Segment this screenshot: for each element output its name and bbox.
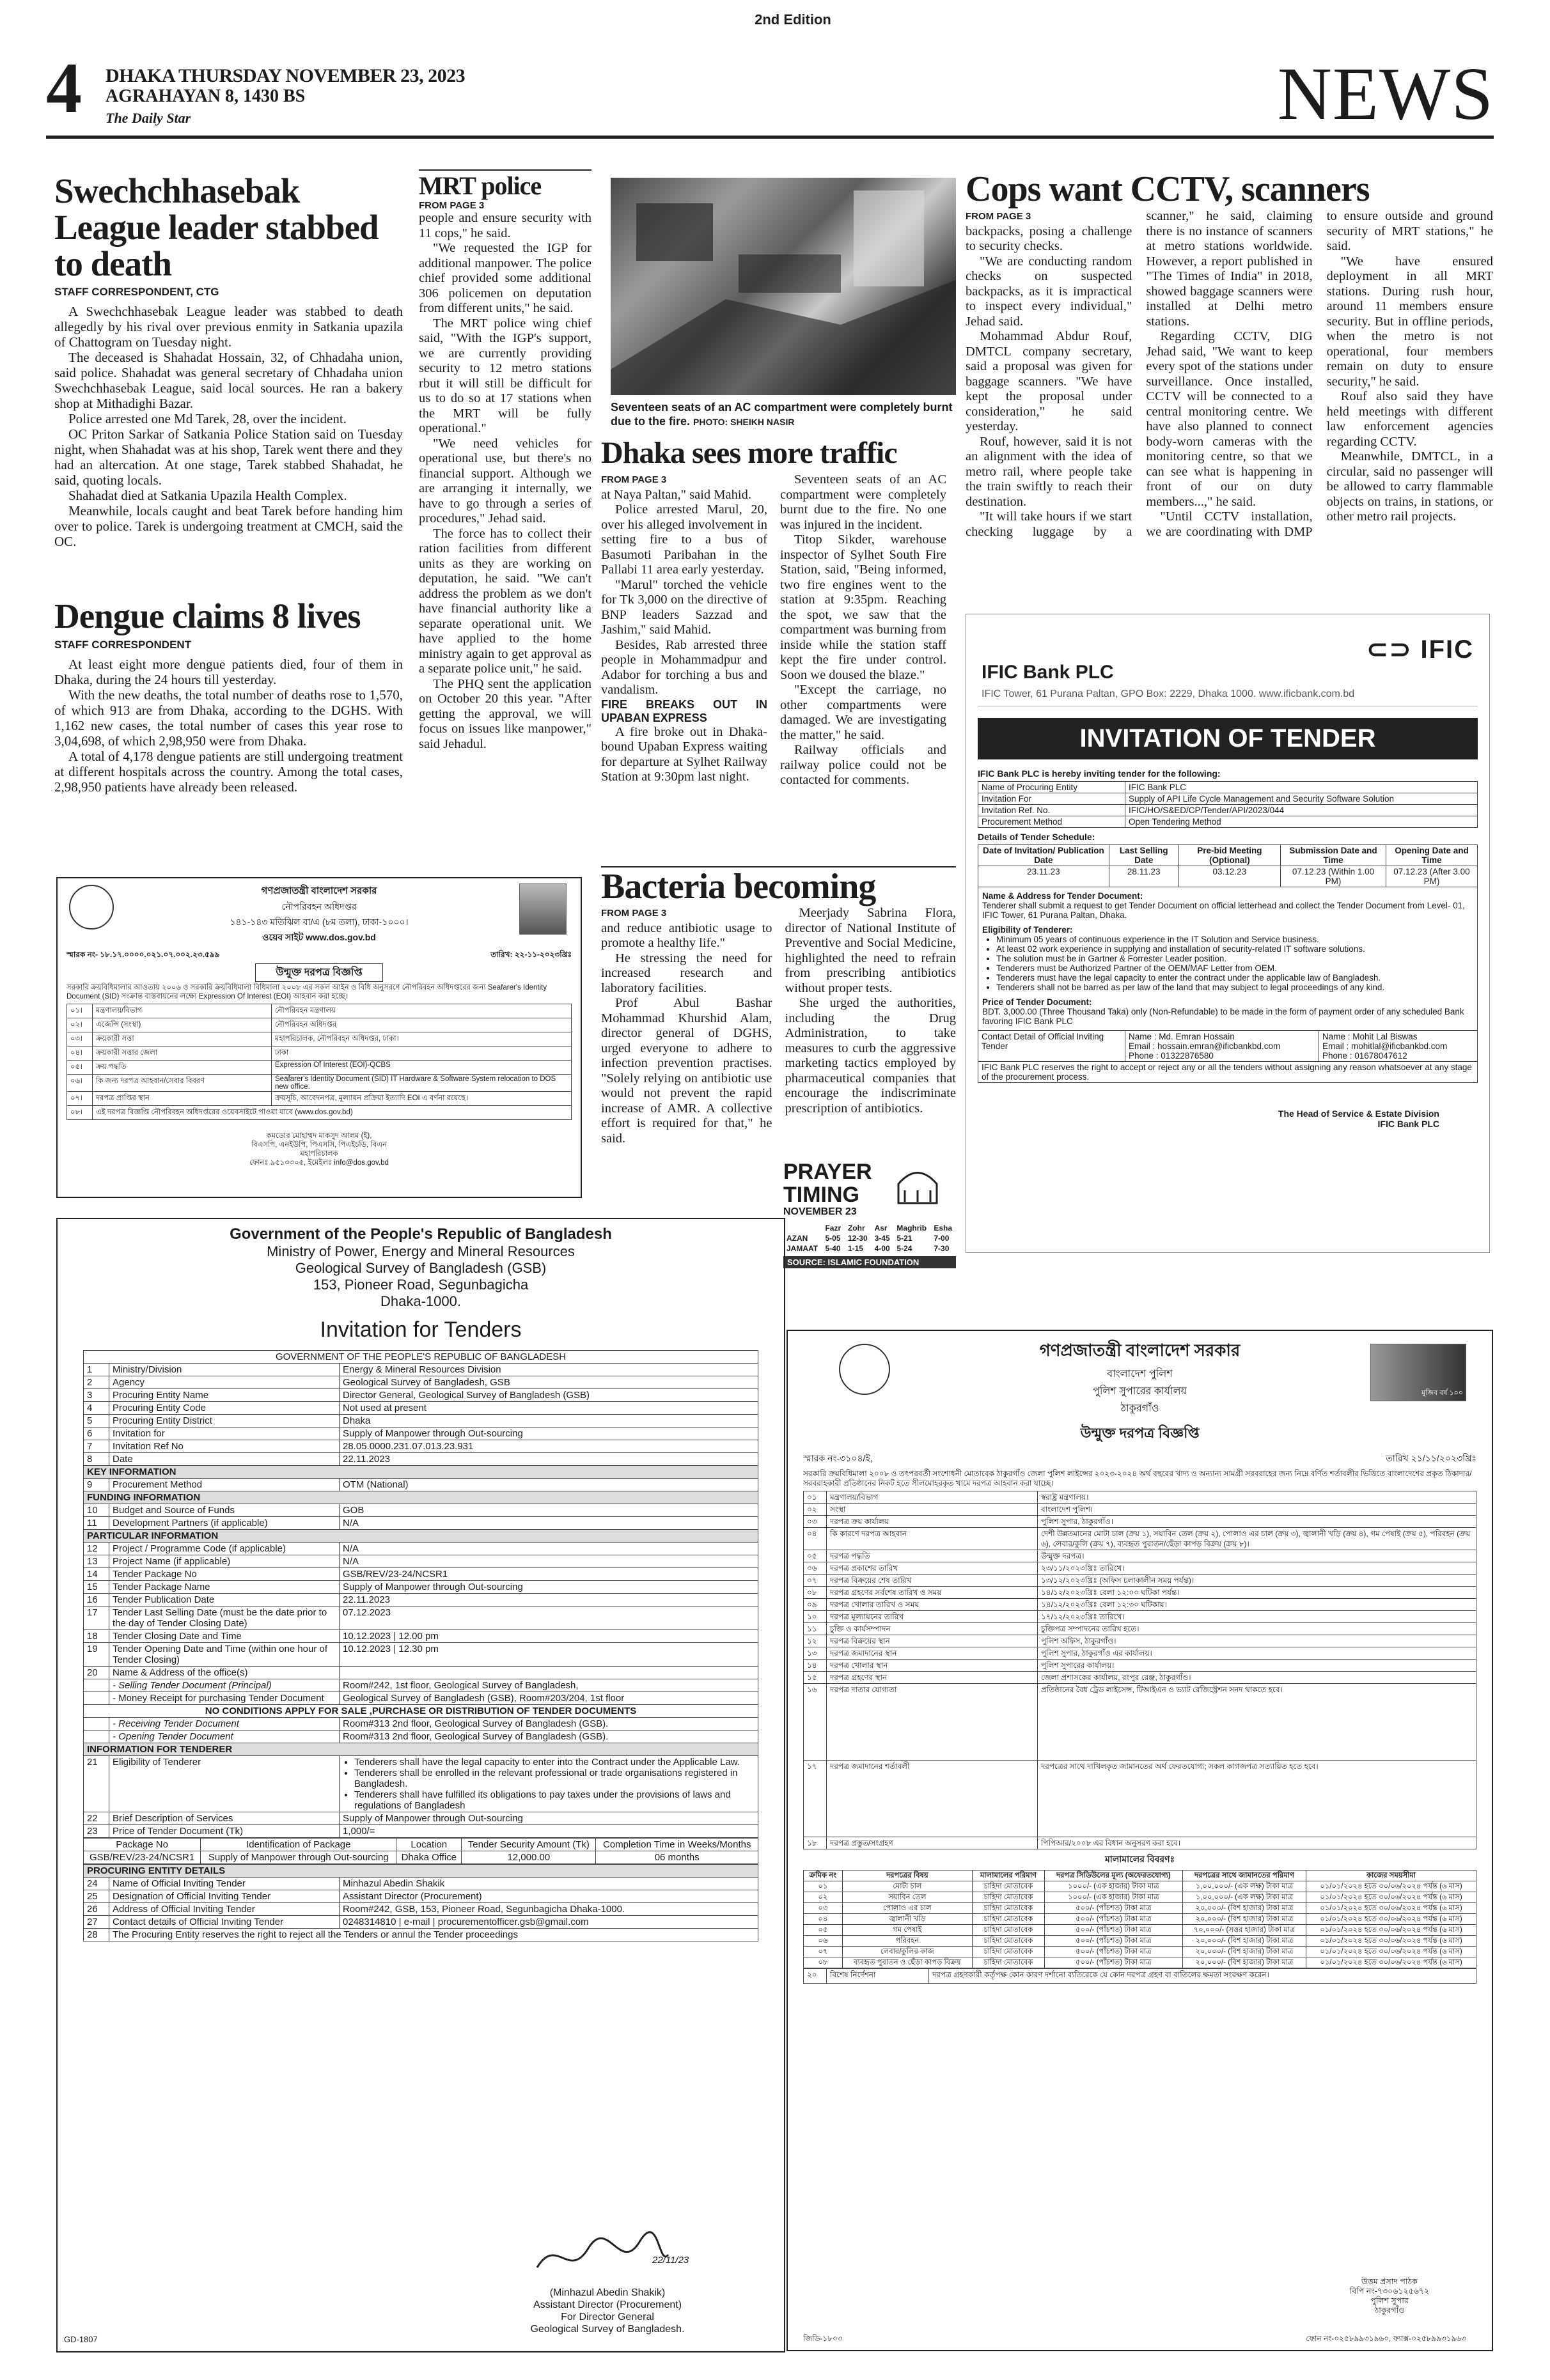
dos-office: নৌপরিবহন অধিদপ্তর [281, 901, 357, 912]
gsb-survey: Geological Survey of Bangladesh (GSB) [295, 1260, 547, 1276]
story-bacteria [601, 866, 956, 1160]
police-office: পুলিশ সুপারের কার্যালয় [1093, 1386, 1187, 1397]
caption-text: Seventeen seats of an AC compartment were completely burnt due to the fire. [611, 401, 953, 428]
prayer-table: Fazr Zohr Asr Maghrib Esha AZAN 5-05 12-30 3-45 5-21 7-00 JAMAAT 5-40 1-15 4-00 5-24 7-30 [787, 1224, 953, 1253]
story-body: FROM PAGE 3 at Naya Paltan," said Mahid. Police arrested Marul, 20, over his alleged involvement in setting fire to a bus of Basumoti Paribahan in the Pallabi 11 area early yesterday. "Marul" torched the vehicle for Tk 3,000 on the directive of BNP leaders Sazzad and Jashim," said Mahid. Besides, Rab arrested three people in Mohammadpur and Adabor for torching a bus and vandalism. FIRE BREAKS OUT IN UPABAN EXPRESS A fire broke out in Dhaka-bound Upaban Express waiting for departure at Sylhet Railway Station at 9:30pm last night. Seventeen seats of an AC compartment were completely burnt due to the fire. No one was injured in the incident. Titop Sikder, warehouse inspector of Sylhet South Fire Station, said, "Being informed, two fire engines went to the station at 9:35pm. Reaching the spot, we saw that the compartment was burning from inside while the station staff kept the fire under control. Soon we doused the blaze." "Except the carriage, no other compartments were damaged. We are investigating the matter," he said. Railway officials and railway police could not be contacted for comments. [601, 472, 946, 787]
from-page: FROM PAGE 3 [966, 211, 1031, 222]
story-body: At least eight more dengue patients died, four of them in Dhaka, during the 24 hours till yesterday. With the new deaths, the total number of deaths rose to 1,570, of which 913 are from Dhaka, according to the DGHS. With 1,162 new cases, the total number of cases this year rose to 3,04,698, of which 2,98,950 were from Dhaka. A total of 4,178 dengue patients are still undergoing treatment at different hospitals across the country. Among the total cases, 2,98,950 patients have already been released. [54, 657, 403, 795]
gsb-gov: Government of the People's Republic of Bangladesh [230, 1225, 612, 1243]
headline: MRT police [419, 169, 591, 200]
story-body: A Swechchhasebak League leader was stabbed to death allegedly by his rival over previous enmity in Satkania upazila of Chattogram on Tuesday night. The deceased is Shahadat Hossain, 32, of Chhadaha union, said police. Shahadat was general secretary of Chhadaha union Swechchhasebak League, said local sources. He ran a bakery shop at Mithadighi Bazar. Police arrested one Md Tarek, 28, over the incident. OC Priton Sarkar of Satkania Police Station said on Tuesday night, when Shahadat was at his shop, Tarek went there and they had an altercation. At one stage, Tarek stabbed Shahadat, he said, quoting locals. Shahadat died at Satkania Upazila Health Complex. Meanwhile, locals caught and beat Tarek before handing him over to police. Tarek is undergoing treatment at CMCH, said the OC. [54, 304, 403, 549]
from-page: FROM PAGE 3 [601, 908, 667, 919]
prayer-title: PRAYER [783, 1160, 872, 1184]
gsb-package-table: Package No Identification of Package Location Tender Security Amount (Tk) Completion Time in Weeks/Months GSB/REV/23-24/NCSR1 Supply of Manpower through Out-sourcing Dhaka Office 12,000.00 06 months [83, 1838, 758, 1864]
story-body: FROM PAGE 3 backpacks, posing a challenge to security checks. "We are conducting random checks on suspected backpacks, as it is impractical to inspect every individual," Jehad said. Mohammad Abdur Rouf, DMTCL company secretary, said a proposal was given for baggage scanners. "We have kept the proposal under consideration," he said yesterday. Rouf, however, said it is not an alignment with the idea of metro rail, where people take the train swiftly to reach their destination. "It will take hours if we start checking luggage by a scanner," he said, claiming there is no instance of scanners at metro stations worldwide. However, a report published in "The Times of India" in 2018, showed baggage scanners were installed at Delhi metro stations. Regarding CCTV, DIG Jehad said, "We want to keep every spot of the stations under surveillance. Once installed, CCTV will be connected to a central monitoring centre. We have also planned to connect body-worn cameras with the monitoring centre, so that we can see what is happening in front of our on duty members...," he said. "Until CCTV installation, we are coordinating with DMP to ensure outside and ground security of MRT stations," he said. "We have ensured deployment in all MRT stations. During rush hour, around 11 members ensure security. But in offline periods, when the metro is not operational, four members remain on duty to ensure security," he said. Rouf also said they have held meetings with different law enforcement agencies regarding CCTV. Meanwhile, DMTCL, in a circular, said no passenger will be allowed to carry flammable objects on trains, in stations, or other metro rail projects. [966, 209, 1493, 539]
dos-portrait [519, 883, 567, 935]
ific-brand: IFIC Bank PLC [982, 662, 1114, 683]
mosque-icon [886, 1162, 950, 1206]
gsb-title: Invitation for Tenders [320, 1318, 522, 1342]
headline: Swechchhasebak League leader stabbed to death [54, 173, 379, 283]
photo-caption [611, 400, 956, 429]
gsb-sig-date: 22/11/23 [652, 2255, 689, 2266]
police-gov: গণপ্রজাতন্ত্রী বাংলাদেশ সরকার [1039, 1341, 1241, 1360]
police-intro: সরকারি ক্রয়বিধিমালা ২০০৮ ও তৎপরবর্তী সংশোধনী মোতাবেক ঠাকুরগাঁও জেলা পুলিশ লাইন্সের ২০২৩-২০২৪ অর্থ বছরের খাদ্য ও অন্যান্য সামগ্রী সরবরাহের জন্য নিম্নে বর্ণিত শর্তাবলীর ভিত্তিতে বাংলাদেশের প্রকৃত ঠিকাদার/সরবরাহকারী প্রতিষ্ঠানের নিকট হতে সীলমোহরকৃত খামে দরপত্র আহবান করা যাচ্ছে। [803, 1469, 1472, 1488]
photo-scene [611, 178, 956, 395]
masthead-rule [46, 136, 1494, 139]
gsb-signatory: (Minhazul Abedin Shakik) Assistant Director (Procurement) For Director General Geological Survey of Bangladesh. [530, 2287, 685, 2335]
headline: Cops want CCTV, scanners [966, 169, 1370, 209]
prayer-timing-box [783, 1160, 956, 1336]
dos-web: ওয়েব সাইট www.dos.gov.bd [262, 932, 376, 942]
story-dhaka-traffic [601, 437, 946, 864]
ific-intro: IFIC Bank PLC is hereby inviting tender for the following: [978, 768, 1221, 779]
story-body: people and ensure security with 11 cops," he said. "We requested the IGP for additional manpower. The police chief provided some additional 306 policemen on deputation from different units," he said. The MRT police wing chief said, "With the IGP's support, we are currently providing security to 12 metro stations rbut it will still be difficult for us to do so at 17 stations when the MRT will be fully operational." "We need vehicles for operational use, but there's no financial support. Although we are arranging it internally, we have to go through a series of procedures," Jehad said. The force has to collect their ration facilities from different units as they are working on deputation, he said. "We can't address the problem as we don't have financial authority like a separate operational unit. We have applied to the home ministry again to get approval as a separate police unit," he said. The PHQ sent the application on October 20 this year. "After getting the approval, we will focus on issues like manpower," said Jehadul. [419, 211, 591, 751]
paper-logo: The Daily Star [106, 110, 191, 126]
edition-label: 2nd Edition [755, 12, 831, 27]
section-title: NEWS [1277, 59, 1494, 129]
dos-tender-ad [56, 877, 582, 1198]
police-portrait-badge: মুজিব বর্ষ ১০০ [1370, 1344, 1466, 1401]
gsb-entity-table: PROCURING ENTITY DETAILS 24 Name of Official Inviting Tender Minhazul Abedin Shakik 25 Designation of Official Inviting Tender Assistant Director (Procurement) 26 Address of Official Inviting Tender Room#242, GSB, 153, Pioneer Road, Segunbagicha Dhaka-1000. 27 Contact details of Official Inviting Tender 0248314810 | e-mail | procurementofficer.gsb@gmail.com 28 The Procuring Entity reserves the right to reject all the Tenders or annul the Tender proceedings [83, 1864, 758, 1941]
headline: Dengue claims 8 lives [54, 598, 361, 635]
byline: STAFF CORRESPONDENT, CTG [54, 286, 219, 298]
police-sub-title: মালামালের বিবরণঃ [1104, 1854, 1175, 1864]
from-page: FROM PAGE 3 [601, 474, 667, 485]
police-table: ০১ মন্ত্রণালয়/বিভাগ স্বরাষ্ট্র মন্ত্রণালয়। ০২ সংস্থা বাংলাদেশ পুলিশ। ০৩ দরপত্র ক্রয় কার্যালয় পুলিশ সুপার, ঠাকুরগাঁও। ০৪ কি কারণে দরপত্র আহবান দেশী উন্নতমানের মোটা চাল (ক্রয় ১), সয়াবিন তেল (ক্রয় ২), পোলাও এর চাল (ক্রয় ৩), জ্বালানী খড়ি (ক্রয় ৪), গম পেষাই (ক্রয় ৫), পরিবহন (ক্রয় ৬), লেবার/কুলি (ক্রয় ৭), ব্যবহৃত পুরাতন/ছেঁড়া কাপড় বিক্রয় (ক্রয় ৮)। ০৫ দরপত্র পদ্ধতি উন্মুক্ত দরপত্র। ০৬ দরপত্র প্রকাশের তারিখ ২৩/১১/২০২৩খ্রিঃ তারিখে। ০৭ দরপত্র বিক্রয়ের শেষ তারিখ ১৩/১২/২০২৩খ্রিঃ (অফিস চলাকালীন সময় পর্যন্ত)। ০৮ দরপত্র গ্রহণের সর্বশেষ তারিখ ও সময় ১৪/১২/২০২৩খ্রিঃ বেলা ১২:০০ ঘটিকা পর্যন্ত। ০৯ দরপত্র খোলার তারিখ ও সময় ১৪/১২/২০২৩খ্রিঃ বেলা ১২:৩০ ঘটিকায়। ১০ দরপত্র মূল্যায়নের তারিখ ১৭/১২/২০২৩খ্রিঃ তারিখে। ১১ চুক্তি ও কার্যসম্পাদন চুক্তিপত্র সম্পাদনের তারিখ হতে। ১২ দরপত্র বিক্রয়ের স্থান পুলিশ অফিস, ঠাকুরগাঁও। ১৩ দরপত্র জমাদানের স্থান পুলিশ সুপার, ঠাকুরগাঁও এর কার্যালয়। ১৪ দরপত্র খোলার স্থান পুলিশ সুপারের কার্যালয়। ১৫ দরপত্র গ্রহণের স্থান জেলা প্রশাসকের কার্যালয়, রংপুর রেঞ্জ, ঠাকুরগাঁও। ১৬ দরপত্র দাতার যোগ্যতা প্রতিষ্ঠানের বৈধ ট্রেড লাইসেন্স, টিআইএন ও ভ্যাট রেজিস্ট্রেশন সনদ থাকতে হবে। ১৭ দরপত্র জমাদানের শর্তাবলী দরপত্রের সাথে দাখিলকৃত জামানতের অর্থ ফেরতযোগ্য; সকল কাগজপত্র সত্যায়িত হতে হবে। ১৮ দরপত্র প্রস্তুত/সংগ্রহণ পিপিআর/২০০৮ এর বিধান অনুসরণ করা হবে। [803, 1491, 1476, 1849]
page-number: 4 [46, 56, 82, 120]
police-dept: বাংলাদেশ পুলিশ [1107, 1369, 1173, 1380]
headline: Dhaka sees more traffic [601, 437, 897, 470]
dos-signature: কমডোর মোহাম্মদ মাকসুদ আলম (ই), বিএসপি, এনইউপি, পিএসসি, পিএইচডি, বিএন মহাপরিচালক ফোনঃ ৯৫১৩৩০৫, ইমেইলঃ info@dos.gov.bd [249, 1132, 389, 1167]
dos-emblem [69, 885, 114, 929]
ific-logo: ⊂⊃ IFIC [1366, 635, 1474, 664]
gsb-table: GOVERNMENT OF THE PEOPLE'S REPUBLIC OF BANGLADESH 1 Ministry/Division Energy & Mineral Resources Division 2 Agency Geological Survey of Bangladesh, GSB 3 Procuring Entity Name Director General, Geological Survey of Bangladesh (GSB) 4 Procuring Entity Code Not used at present 5 Procuring Entity District Dhaka 6 Invitation for Supply of Manpower through Out-sourcing 7 Invitation Ref No 28.05.0000.231.07.013.23.931 8 Date 22.11.2023 KEY INFORMATION 9 Procurement Method OTM (National) FUNDING INFORMATION 10 Budget and Source of Funds GOB 11 Development Partners (if applicable) N/A PARTICULAR INFORMATION 12 Project / Programme Code (if applicable) N/A 13 Project Name (if applicable) N/A 14 Tender Package No GSB/REV/23-24/NCSR1 15 Tender Package Name Supply of Manpower through Out-sourcing 16 Tender Publication Date 22.11.2023 17 Tender Last Selling Date (must be the date prior to the day of Tender Closing Date) 07.12.2023 18 Tender Closing Date and Time 10.12.2023 | 12.00 pm 19 Tender Opening Date and Time (within one hour of Tender Closing) 10.12.2023 | 12.30 pm 20 Name & Address of the office(s) - Selling Tender Document (Principal) Room#242, 1st floor, Geological Survey of Bangladesh, - Money Receipt for purchasing Tender Document Geological Survey of Bangladesh (GSB), Room#203/204, 1st floor NO CONDITIONS APPLY FOR SALE ,PURCHASE OR DISTRIBUTION OF TENDER DOCUMENTS - Receiving Tender Document Room#313 2nd floor, Geological Survey of Bangladesh (GSB). - Opening Tender Document Room#313 2nd floor, Geological Survey of Bangladesh (GSB). INFORMATION FOR TENDERER 21 Eligibility of Tenderer • Tenderers shall have the legal capacity to enter into the Contract under the Applicable Law. • Tenderers shall be enrolled in the relevant professional or trade organisations registered in Bangladesh. • Tenderers shall have fulfilled its obligations to pay taxes under the provisions of laws and regulations of Bangladesh 22 Brief Description of Services Supply of Manpower through Out-sourcing 23 Price of Tender Document (Tk) 1,000/= [83, 1350, 758, 1838]
ific-details: Name & Address for Tender Document: Tenderer shall submit a request to get Tender Document on official letterhead and collect the Tender Document from Level- 01, IFIC Tower, 61 Purana Paltan, Dhaka. Eligibility of Tenderer: • Minimum 05 years of continuous experience in the IT Solution and Service business. • At least 02 work experience in supplying and installation of security-related IT software solutions. • The solution must be in Gartner & Forrester Leader position. • Tenderers must be Authorized Partner of the OEM/MAF Letter from OEM. • Tenderers must have the legal capacity to enter the contract under the applicable law of Bangladesh. • Tenderers shall not be barred as per law of the land that may subject to legal proceedings of any kind. Price of Tender Document: BDT. 3,000.00 (Three Thousand Taka) only (Non-Refundable) to be made in the form of payment order of any scheduled Bank favoring IFIC Bank PLC [978, 887, 1478, 1031]
prayer-date: NOVEMBER 23 [783, 1206, 857, 1217]
dos-memo-row: স্মারক নং- ১৮.১৭.০০০০.০২১.০৭.০০২.২৩.৫৯৯ তারিখ: ২২-১১-২০২৩খ্রিঃ [67, 950, 572, 959]
ific-contact-table: Contact Detail of Official Inviting Tender Name : Md. Emran Hossain Email : hossain.emran@ificbankbd.com Phone : 01322876580 Name : Mohit Lal Biswas Email : mohitlal@ificbankbd.com Phone : 01678047612 IFIC Bank PLC reserves the right to accept or reject any or all the tenders without assigning any reason whatsoever at any stage of the procurement process. [978, 1031, 1478, 1083]
story-cops-cctv [966, 169, 1493, 572]
gsb-signature [531, 2229, 671, 2287]
gsb-ministry: Ministry of Power, Energy and Mineral Resources [267, 1243, 575, 1259]
police-title: উন্মুক্ত দরপত্র বিজ্ঞপ্তি [1080, 1425, 1200, 1441]
ific-schedule-table: Date of Invitation/ Publication Date Last Selling Date Pre-bid Meeting (Optional) Submission Date and Time Opening Date and Time 23.11.23 28.11.23 03.12.23 07.12.23 (Within 1.00 PM) 07.12.23 (After 3.00 PM) [978, 844, 1478, 887]
subhead: FIRE BREAKS OUT IN UPABAN EXPRESS [601, 697, 767, 724]
dos-title: উন্মুক্ত দরপত্র বিজ্ঞপ্তি [255, 963, 383, 982]
police-memo-row: স্মারক নং-৩১০৪/ই, তারিখ ২১/১১/২০২৩খ্রিঃ [803, 1453, 1476, 1463]
ific-schedule-title: Details of Tender Schedule: [978, 832, 1095, 842]
from-page: FROM PAGE 3 [419, 200, 485, 211]
police-district: ঠাকুরগাঁও [1120, 1403, 1159, 1414]
dateline: DHAKA THURSDAY NOVEMBER 23, 2023 [106, 65, 466, 86]
bangla-date: AGRAHAYAN 8, 1430 BS [106, 86, 306, 106]
story-dengue [54, 598, 403, 853]
story-mrt-police [419, 169, 591, 857]
byline: STAFF CORRESPONDENT [54, 639, 192, 651]
police-phone: ফোন নং-০২৫৮৯৯৩১৯৬০, ফ্যাক্স-০২৫৮৯৯৩১৯৬৩ [1306, 2334, 1466, 2343]
story-body: FROM PAGE 3 and reduce antibiotic usage to promote a healthy life." He stressing the need for increased research and laboratory facilities. Prof Abul Bashar Mohammad Khurshid Alam, director general of DGHS, urged everyone to adhere to infection prevention practises. "Solely relying on antibiotic use would not prevent the rapid increase of AMR. A collective effort is required for that," he said. Meerjady Sabrina Flora, director of National Institute of Preventive and Social Medicine, highlighted the need to refrain from prescribing antibiotics without proper tests. She urged the authorities, including the Drug Administration, to take measures to curb the aggressive marketing tactics employed by pharmaceutical companies that encourage the indiscriminate prescription of antibiotics. [601, 906, 956, 1146]
ific-tender-ad [966, 614, 1490, 1253]
ific-top [978, 623, 1478, 706]
police-tender-ad [787, 1330, 1493, 2351]
police-note-table: ২০ বিশেষ নির্দেশনা দরপত্র গ্রহণকারী কর্তৃপক্ষ কোন কারণ দর্শানো ব্যতিরেকে যে কোন দরপত্র গ্রহণ বা বাতিলের ক্ষমতা সংরক্ষণ করেন। [803, 1968, 1476, 1984]
ific-banner: INVITATION OF TENDER [978, 718, 1478, 759]
gsb-tender-ad [56, 1218, 785, 2353]
story-swechchhasebak [54, 173, 403, 563]
police-emblem [839, 1344, 890, 1395]
gsb-address: 153, Pioneer Road, Segunbagicha [313, 1277, 529, 1293]
gsb-code: GD-1807 [64, 2335, 98, 2344]
ific-info-table: Name of Procuring Entity IFIC Bank PLC Invitation For Supply of API Life Cycle Management and Security Software Solution Invitation Ref. No. IFIC/HO/S&ED/CP/Tender/API/2023/044 Procurement Method Open Tendering Method [978, 781, 1478, 828]
ific-signature: The Head of Service & Estate Division IFIC Bank PLC [1278, 1108, 1439, 1129]
dos-intro: সরকারি ক্রয়বিধিমালার আওতায় ২০০৬ ও সরকারি ক্রয়বিধিমালা বিধিমালা ২০০৮ এর সকল আইন ও বিধি অনুসরণে নৌপরিবহন অধিদপ্তরের জন্য Seafarer's Identity Document (SID) সংক্রান্ত বাস্তবায়নের লক্ষ্যে Expression Of Interest (EOI) আহবান করা হচ্ছে। [67, 984, 547, 1000]
police-items-table: ক্রমিক নং দরপত্রের বিষয় মালামালের পরিমাণ দরপত্র সিডিউলের মূল্য (অফেরতযোগ্য) দরপত্রের সাথে জামানতের পরিমাণ কাজের সময়সীমা ০১ মোটা চাল চাহিদা মোতাবেক ১০০০/- (এক হাজার) টাকা মাত্র ১,০০,০০০/- (এক লক্ষ) টাকা মাত্র ০১/০১/২০২৪ হতে ৩০/০৬/২০২৪ পর্যন্ত (৬ মাস) ০২ সয়াবিন তেল চাহিদা মোতাবেক ১০০০/- (এক হাজার) টাকা মাত্র ১,০০,০০০/- (এক লক্ষ) টাকা মাত্র ০১/০১/২০২৪ হতে ৩০/০৬/২০২৪ পর্যন্ত (৬ মাস) ০৩ পোলাও এর চাল চাহিদা মোতাবেক ৫০০/- (পাঁচশত) টাকা মাত্র ২০,০০০/- (বিশ হাজার) টাকা মাত্র ০১/০১/২০২৪ হতে ৩০/০৬/২০২৪ পর্যন্ত (৬ মাস) ০৪ জ্বালানী খড়ি চাহিদা মোতাবেক ৫০০/- (পাঁচশত) টাকা মাত্র ২০,০০০/- (বিশ হাজার) টাকা মাত্র ০১/০১/২০২৪ হতে ৩০/০৬/২০২৪ পর্যন্ত (৬ মাস) ০৫ গম পেষাই চাহিদা মোতাবেক ৫০০/- (পাঁচশত) টাকা মাত্র ৭০,০০০/- (সত্তর হাজার) টাকা মাত্র ০১/০১/২০২৪ হতে ৩০/০৬/২০২৪ পর্যন্ত (৬ মাস) ০৬ পরিবহন চাহিদা মোতাবেক ৫০০/- (পাঁচশত) টাকা মাত্র ২০,০০০/- (বিশ হাজার) টাকা মাত্র ০১/০১/২০২৪ হতে ৩০/০৬/২০২৪ পর্যন্ত (৬ মাস) ০৭ লেবার/কুলির কাজ চাহিদা মোতাবেক ৫০০/- (পাঁচশত) টাকা মাত্র ২০,০০০/- (বিশ হাজার) টাকা মাত্র ০১/০১/২০২৪ হতে ৩০/০৬/২০২৪ পর্যন্ত (৬ মাস) ০৮ ব্যবহৃত পুরাতন ও ছেঁড়া কাপড় বিক্রয় চাহিদা মোতাবেক ৫০০/- (পাঁচশত) টাকা মাত্র ২০,০০০/- (বিশ হাজার) টাকা মাত্র ০১/০১/২০২৪ হতে ৩০/০৬/২০২৪ পর্যন্ত (৬ মাস) [803, 1870, 1476, 1968]
gsb-city: Dhaka-1000. [380, 1293, 461, 1309]
dos-table: ০১। মন্ত্রণালয়/বিভাগ নৌপরিবহন মন্ত্রণালয় ০২। এজেন্সি (সংস্থা) নৌপরিবহন অধিদপ্তর ০৩। ক্রয়কারী সত্তা মহাপরিচালক, নৌপরিবহন অধিদপ্তর, ঢাকা। ০৪। ক্রয়কারী সত্তার জেলা ঢাকা ০৫। ক্রয় পদ্ধতি Expression Of Interest (EOI)-QCBS ০৬। কি জন্য দরপত্র আহবান/সেবার বিবরণ Seafarer's Identity Document (SID) IT Hardware & Software System relocation to DOS new office. ০৭। দরপত্র প্রাপ্তির স্থান ক্রয়সূচি, আবেদনপত্র, মূল্যায়ন প্রক্রিয়া ইত্যাদি EOI এ বর্ণনা রয়েছে। ০৮। এই দরপত্র বিজ্ঞপ্তি নৌপরিবহন অধিদপ্তরের ওয়েবসাইটে পাওয়া যাবে (www.dos.gov.bd) [67, 1004, 572, 1120]
police-code: জিডি-১৮০৩ [803, 2334, 843, 2343]
dos-address: ১৪১-১৪৩ মতিঝিল বা/এ (৮ম তলা), ঢাকা-১০০০। [230, 917, 409, 927]
headline: Bacteria becoming [601, 866, 956, 906]
ific-address: IFIC Tower, 61 Purana Paltan, GPO Box: 2229, Dhaka 1000. www.ificbank.com.bd [982, 688, 1355, 699]
prayer-source: SOURCE: ISLAMIC FOUNDATION [783, 1256, 956, 1268]
dos-gov: গণপ্রজাতন্ত্রী বাংলাদেশ সরকার [261, 885, 377, 896]
police-signatory: উত্তম প্রসাদ পাঠক বিপি নং-৭৩০৬১২৫৬৭২ পুলিশ সুপার ঠাকুরগাঁও [1349, 2277, 1430, 2315]
timing-title: TIMING [783, 1183, 859, 1207]
train-fire-photo [611, 178, 956, 395]
photo-credit: PHOTO: SHEIKH NASIR [693, 417, 795, 427]
